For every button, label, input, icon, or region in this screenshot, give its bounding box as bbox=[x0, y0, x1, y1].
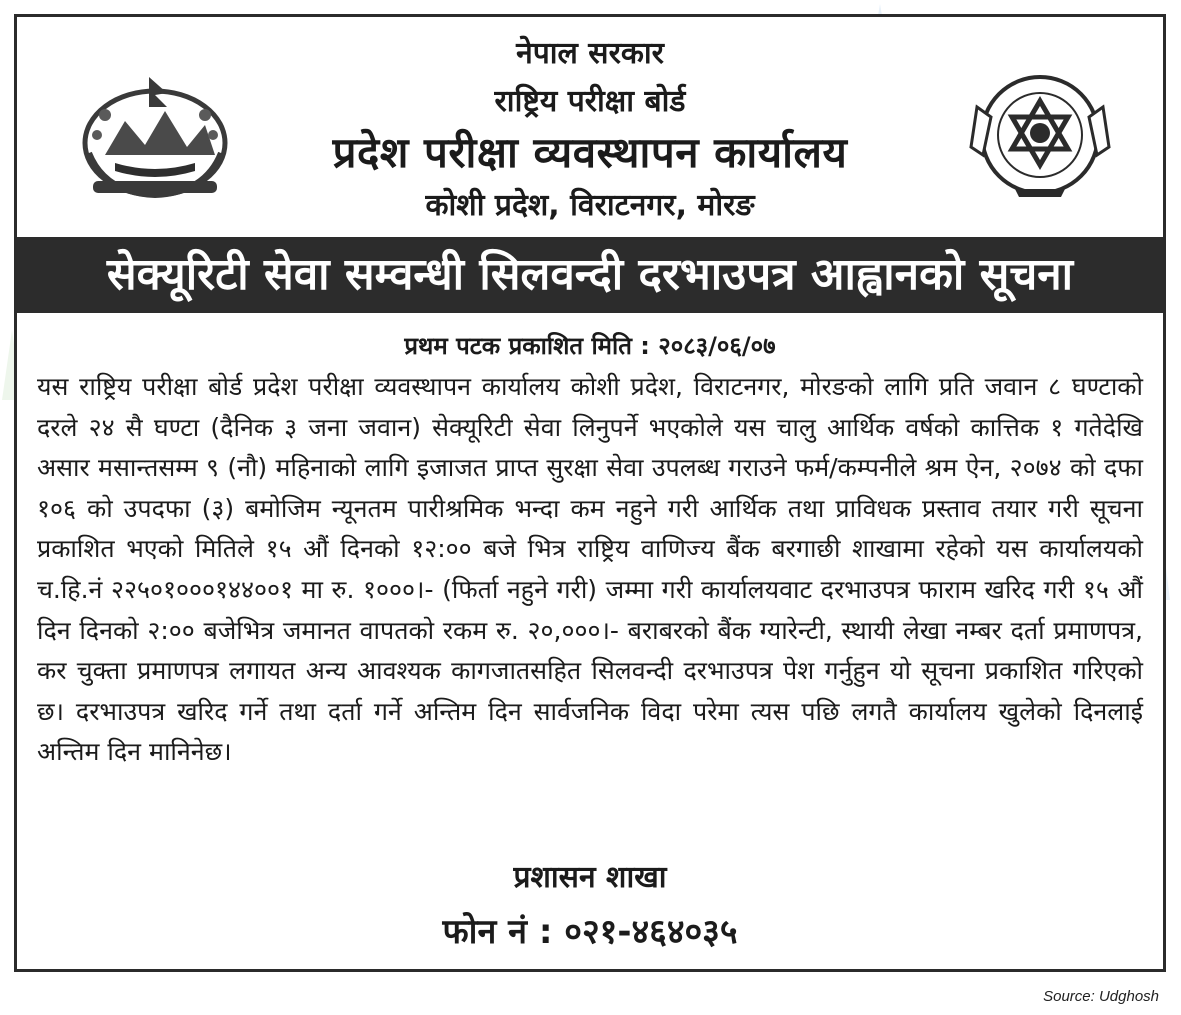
notice-body: यस राष्ट्रिय परीक्षा बोर्ड प्रदेश परीक्षा व्यवस्थापन कार्यालय कोशी प्रदेश, विराटनगर, मोरङको लागि प्रति जवान ८ घण्टाको दरले २४ सै घण्टा (दैनिक ३ जना जवान) सेक्यूरिटी सेवा लिनुपर्ने भएकोले यस चालु आर्थिक वर्षको कात्तिक १ गतेदेखि असार मसान्तसम्म ९ (नौ) महिनाको लागि इजाजत प्राप्त सुरक्षा सेवा उपलब्ध गराउने फर्म/कम्पनीले श्रम ऐन, २०७४ को दफा १०६ को उपदफा (३) बमोजिम न्यूनतम पारीश्रमिक भन्दा कम नहुने गरी आर्थिक तथा प्राविधक प्रस्ताव तयार गरी सूचना प्रकाशित भएको मितिले १५ औं दिनको १२:०० बजे भित्र राष्ट्रिय वाणिज्य बैंक बरगाछी शाखामा रहेको यस कार्यालयको च.हि.नं २२५०१०००१४४००१ मा रु. १०००।- (फिर्ता नहुने गरी) जम्मा गरी कार्यालयवाट दरभाउपत्र फाराम खरिद गरी १५ औं दिन दिनको २:०० बजेभित्र जमानत वापतको रकम रु. २०,०००।- बराबरको बैंक ग्यारेन्टी, स्थायी लेखा नम्बर दर्ता प्रमाणपत्र, कर चुक्ता प्रमाणपत्र लगायत अन्य आवश्यक कागजातसहित सिलवन्दी दरभाउपत्र पेश गर्नुहुन यो सूचना प्रकाशित गरिएको छ। दरभाउपत्र खरिद गर्ने तथा दर्ता गर्ने अन्तिम दिन सार्वजनिक विदा परेमा त्यस पछि लगतै कार्यालय खुलेको दिनलाई अन्तिम दिन मानिनेछ। bbox=[37, 372, 1143, 767]
header-government: नेपाल सरकार bbox=[516, 36, 664, 71]
notice-frame bbox=[14, 14, 1166, 972]
notice-header bbox=[17, 17, 1163, 235]
header-address: कोशी प्रदेश, विराटनगर, मोरङ bbox=[425, 188, 755, 223]
header-board: राष्ट्रिय परीक्षा बोर्ड bbox=[494, 84, 686, 119]
contact-phone: फोन नं : ०२१-४६४०३५ bbox=[442, 912, 738, 952]
signatory-section: प्रशासन शाखा bbox=[513, 860, 667, 895]
source-credit: Source: Udghosh bbox=[1043, 988, 1159, 1005]
header-office: प्रदेश परीक्षा व्यवस्थापन कार्यालय bbox=[332, 128, 848, 177]
publication-date: प्रथम पटक प्रकाशित मिति : २०८३/०६/०७ bbox=[404, 332, 776, 360]
board-seal-icon bbox=[965, 57, 1115, 207]
notice-title-banner: सेक्यूरिटी सेवा सम्वन्धी सिलवन्दी दरभाउपत्र आह्वानको सूचना bbox=[17, 237, 1163, 313]
